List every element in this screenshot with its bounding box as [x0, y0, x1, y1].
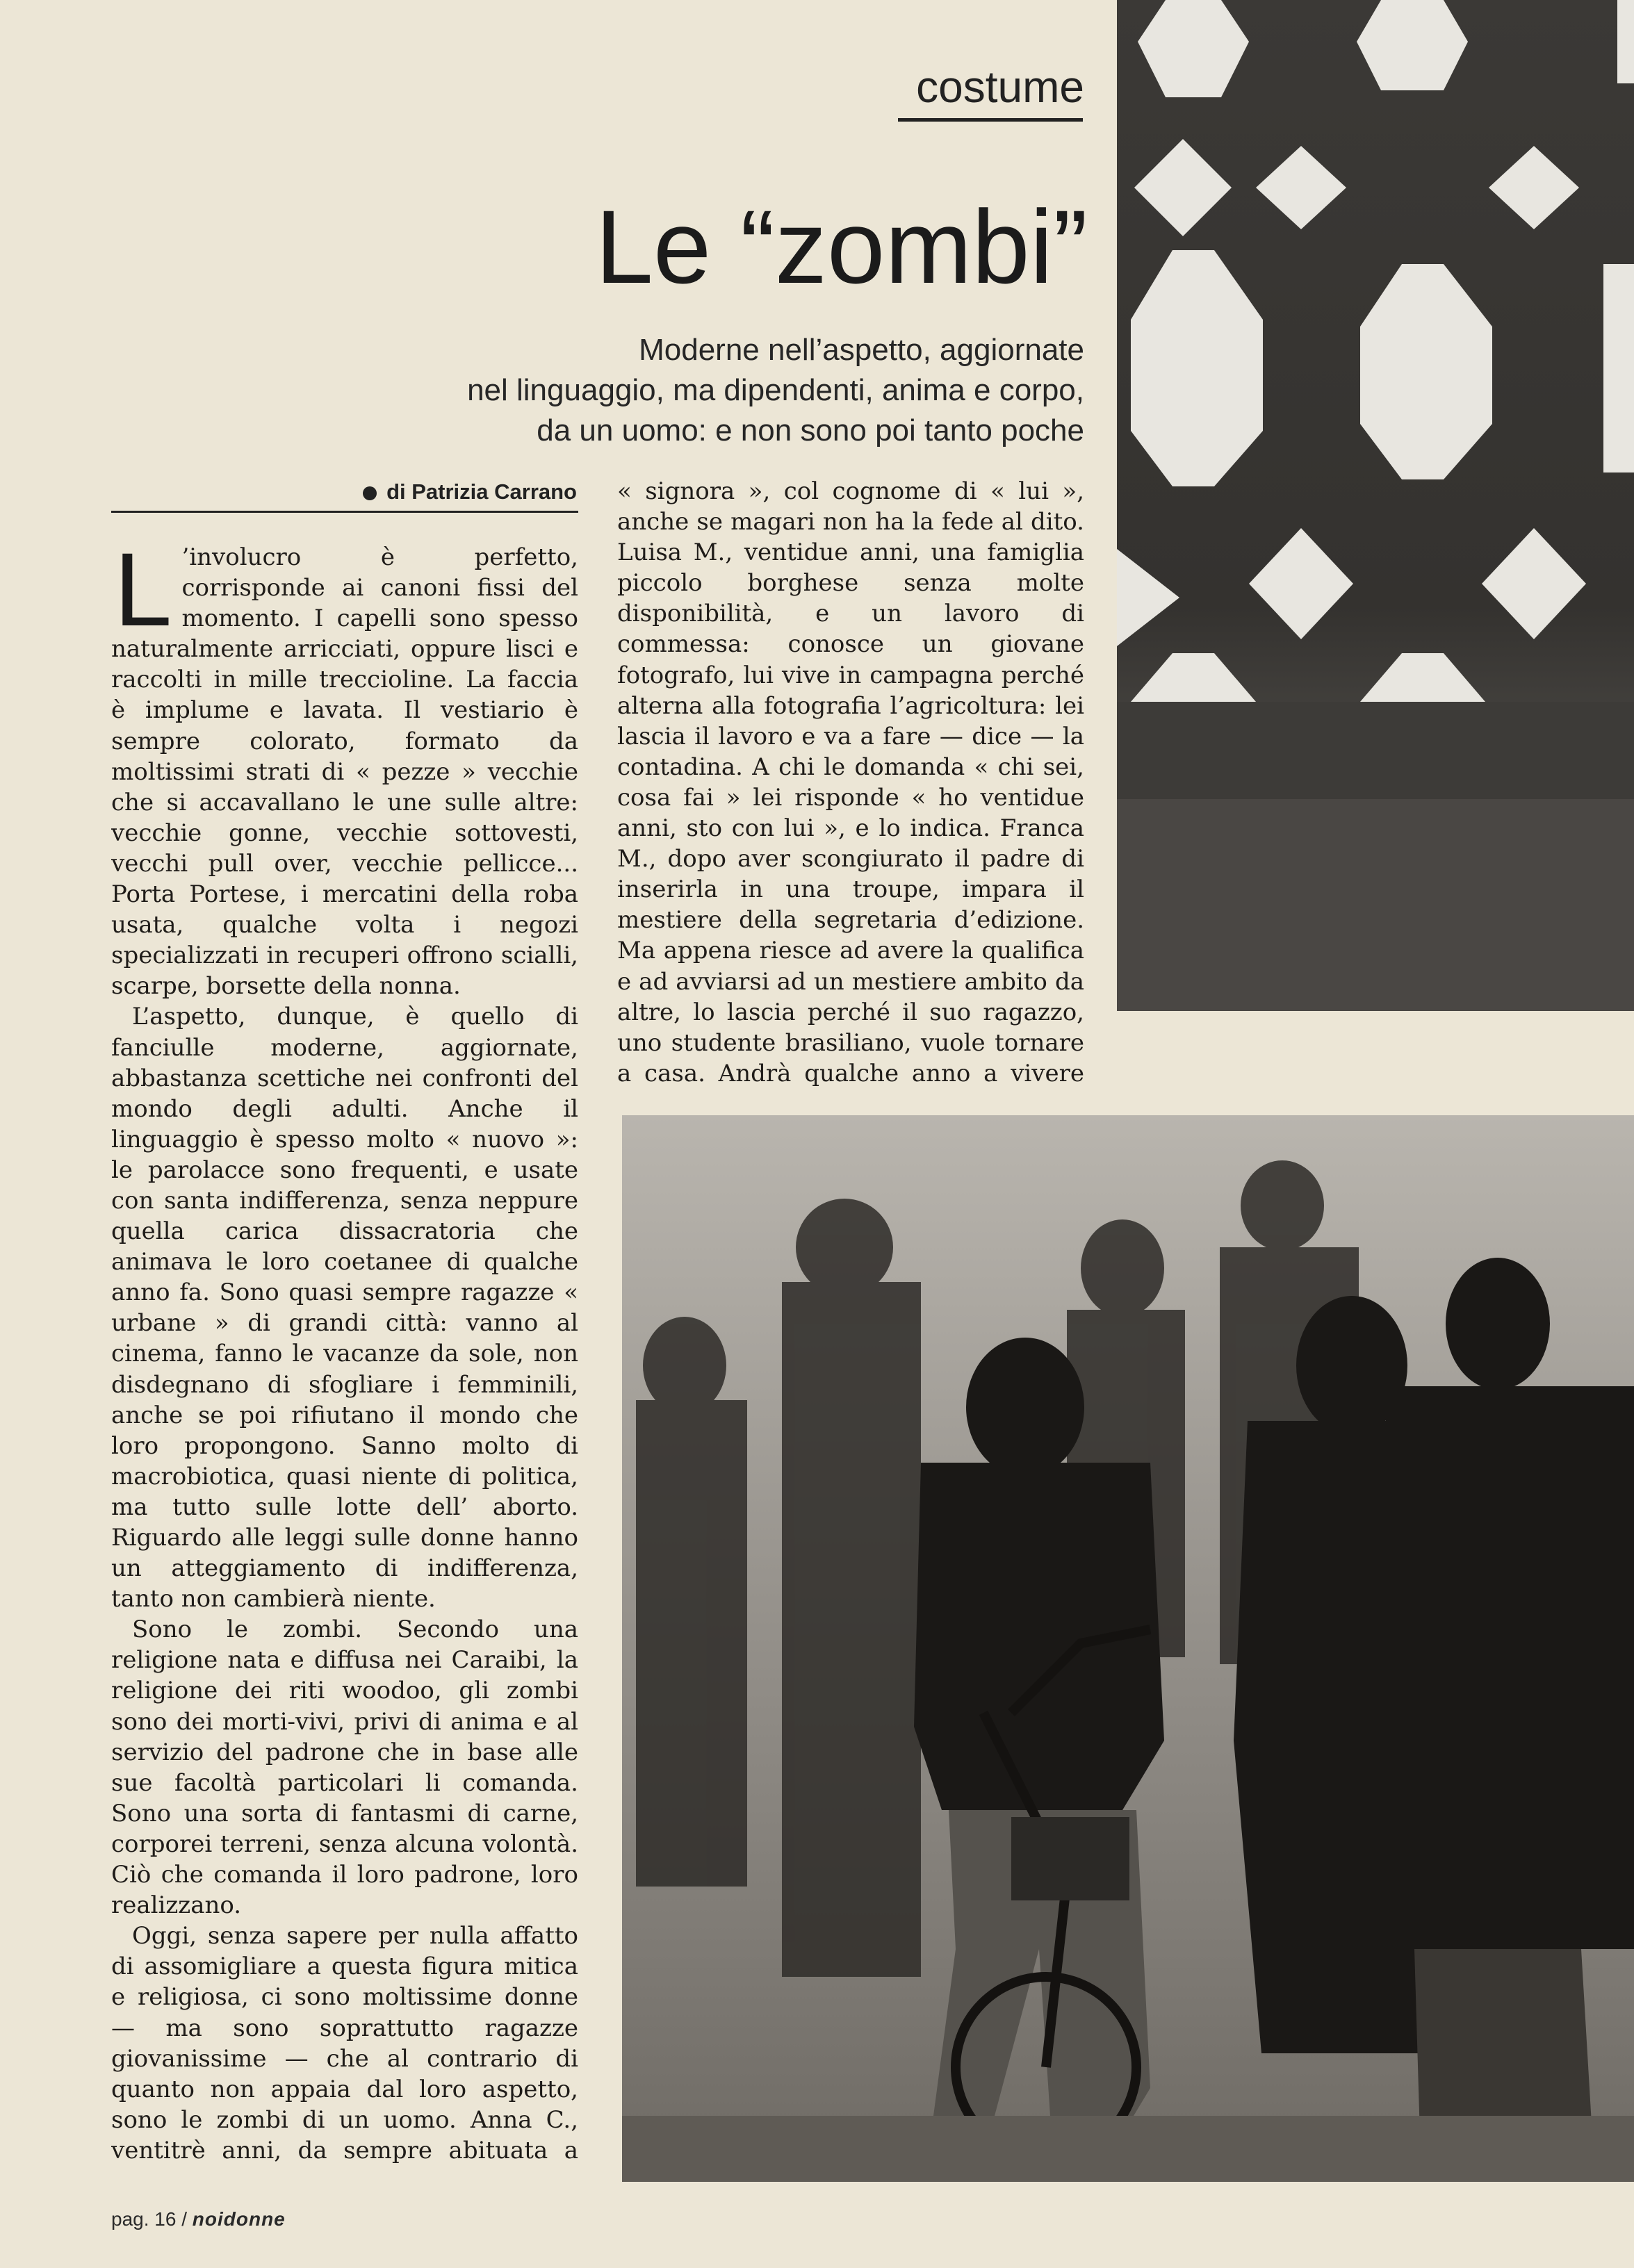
drop-cap: L: [114, 542, 172, 648]
byline-text: di Patrizia Carrano: [386, 479, 577, 504]
lattice-image: [1117, 0, 1634, 1011]
article-column-1: [111, 542, 578, 2164]
subtitle: [334, 330, 1084, 451]
paragraph: Sono le zombi. Secondo una religione nata e diffusa nei Caraibi, la religione dei riti woodoo, gli zombi sono dei morti-vivi, privi di anima e al servizio del padrone che in base alle sue facoltà particolari li comanda. Sono una sorta di fantasmi di carne, corporei terreni, senza alcuna volontà. Ciò che comanda il loro padrone, loro realizzano.: [111, 1616, 578, 1920]
byline-rule: [111, 511, 578, 513]
photo-street-scene: [622, 1115, 1634, 2182]
section-label: costume: [916, 62, 1084, 112]
paragraph: L ’involucro è perfetto, corrisponde ai canoni fissi del momento. I capelli sono spesso naturalmente arricciati, oppure lisci e raccolti in mille treccioline. La faccia è implume e lavata. Il vestiario è sempre colorato, formato da moltissimi strati di « pezze » vecchie che si accavallano le une sulle altre: vecchie gonne, vecchie sottovesti, vecchi pull over, vecchie pellicce... Porta Portese, i mercatini della roba usata, qualche volta i negozi specializzati in recuperi offrono scialli, scarpe, borsette della nonna.: [111, 542, 578, 1001]
paragraph: « signora », col cognome di « lui », anche se magari non ha la fede al dito. Luisa M., ventidue anni, una famiglia piccolo borghese senza molte disponibilità, e un lavoro di commessa: conosce un giovane fotografo, lui vive in campagna perché alterna alla fotografia l’agricoltura: lei lascia il lavoro e va a fare — dice — la contadina. A chi le domanda « chi sei, cosa fai » lei risponde « ho ventidue anni, sto con lui », e lo indica. Franca M., dopo aver scongiurato il padre di inserirla in una troupe, impara il mestiere della segretaria d’edizione. Ma appena riesce ad avere la qualifica e ad avviarsi ad un mestiere ambito da altre, lo lascia perché il suo ragazzo, uno studente brasiliano, vuole tornare a casa. Andrà qualche anno a vivere: [617, 477, 1084, 1087]
paragraph: L’aspetto, dunque, è quello di fanciulle moderne, aggiornate, abbastanza scettiche nei confronti del mondo degli adulti. Anche il linguaggio è spesso molto « nuovo »: le parolacce sono frequenti, e usate con santa indifferenza, senza neppure quella carica dissacratoria che animava le loro coetanee di qualche anno fa. Sono quasi sempre ragazze « urbane » di grandi città: vanno al cinema, fanno le vacanze da sole, non disdegnano di sfogliare i femminili, anche se poi rifiutano il mondo che loro propongono. Sanno molto di macrobiotica, quasi niente di politica, ma tutto sulle lotte dell’ aborto. Riguardo alle leggi sulle donne hanno un atteggiamento di indifferenza, tanto non cambierà niente.: [111, 1003, 578, 1613]
subtitle-line: Moderne nell’aspetto, aggiornate: [639, 333, 1084, 367]
street-scene-image: [622, 1115, 1634, 2182]
subtitle-line: nel linguaggio, ma dipendenti, anima e corpo,: [467, 373, 1084, 407]
byline: [111, 479, 577, 504]
magazine-brand: noidonne: [192, 2208, 286, 2230]
paragraph: Oggi, senza sapere per nulla affatto di assomigliare a questa figura mitica e religiosa, ci sono moltissime donne — ma sono soprattutto ragazze giovanissime — che al contrario di quanto non appaia dal loro aspetto, sono le zombi di un uomo. Anna C., ventitrè anni, da sempre abituata a: [111, 1922, 578, 2164]
photo-lattice: [1117, 0, 1634, 1011]
headline: Le “zombi”: [595, 188, 1088, 305]
page-footer: [111, 2208, 286, 2230]
article-column-2: [617, 476, 1084, 1087]
page-number: pag. 16 /: [111, 2208, 187, 2230]
section-rule: [898, 118, 1083, 122]
subtitle-line: da un uomo: e non sono poi tanto poche: [537, 413, 1084, 447]
bullet-icon: [363, 486, 377, 500]
